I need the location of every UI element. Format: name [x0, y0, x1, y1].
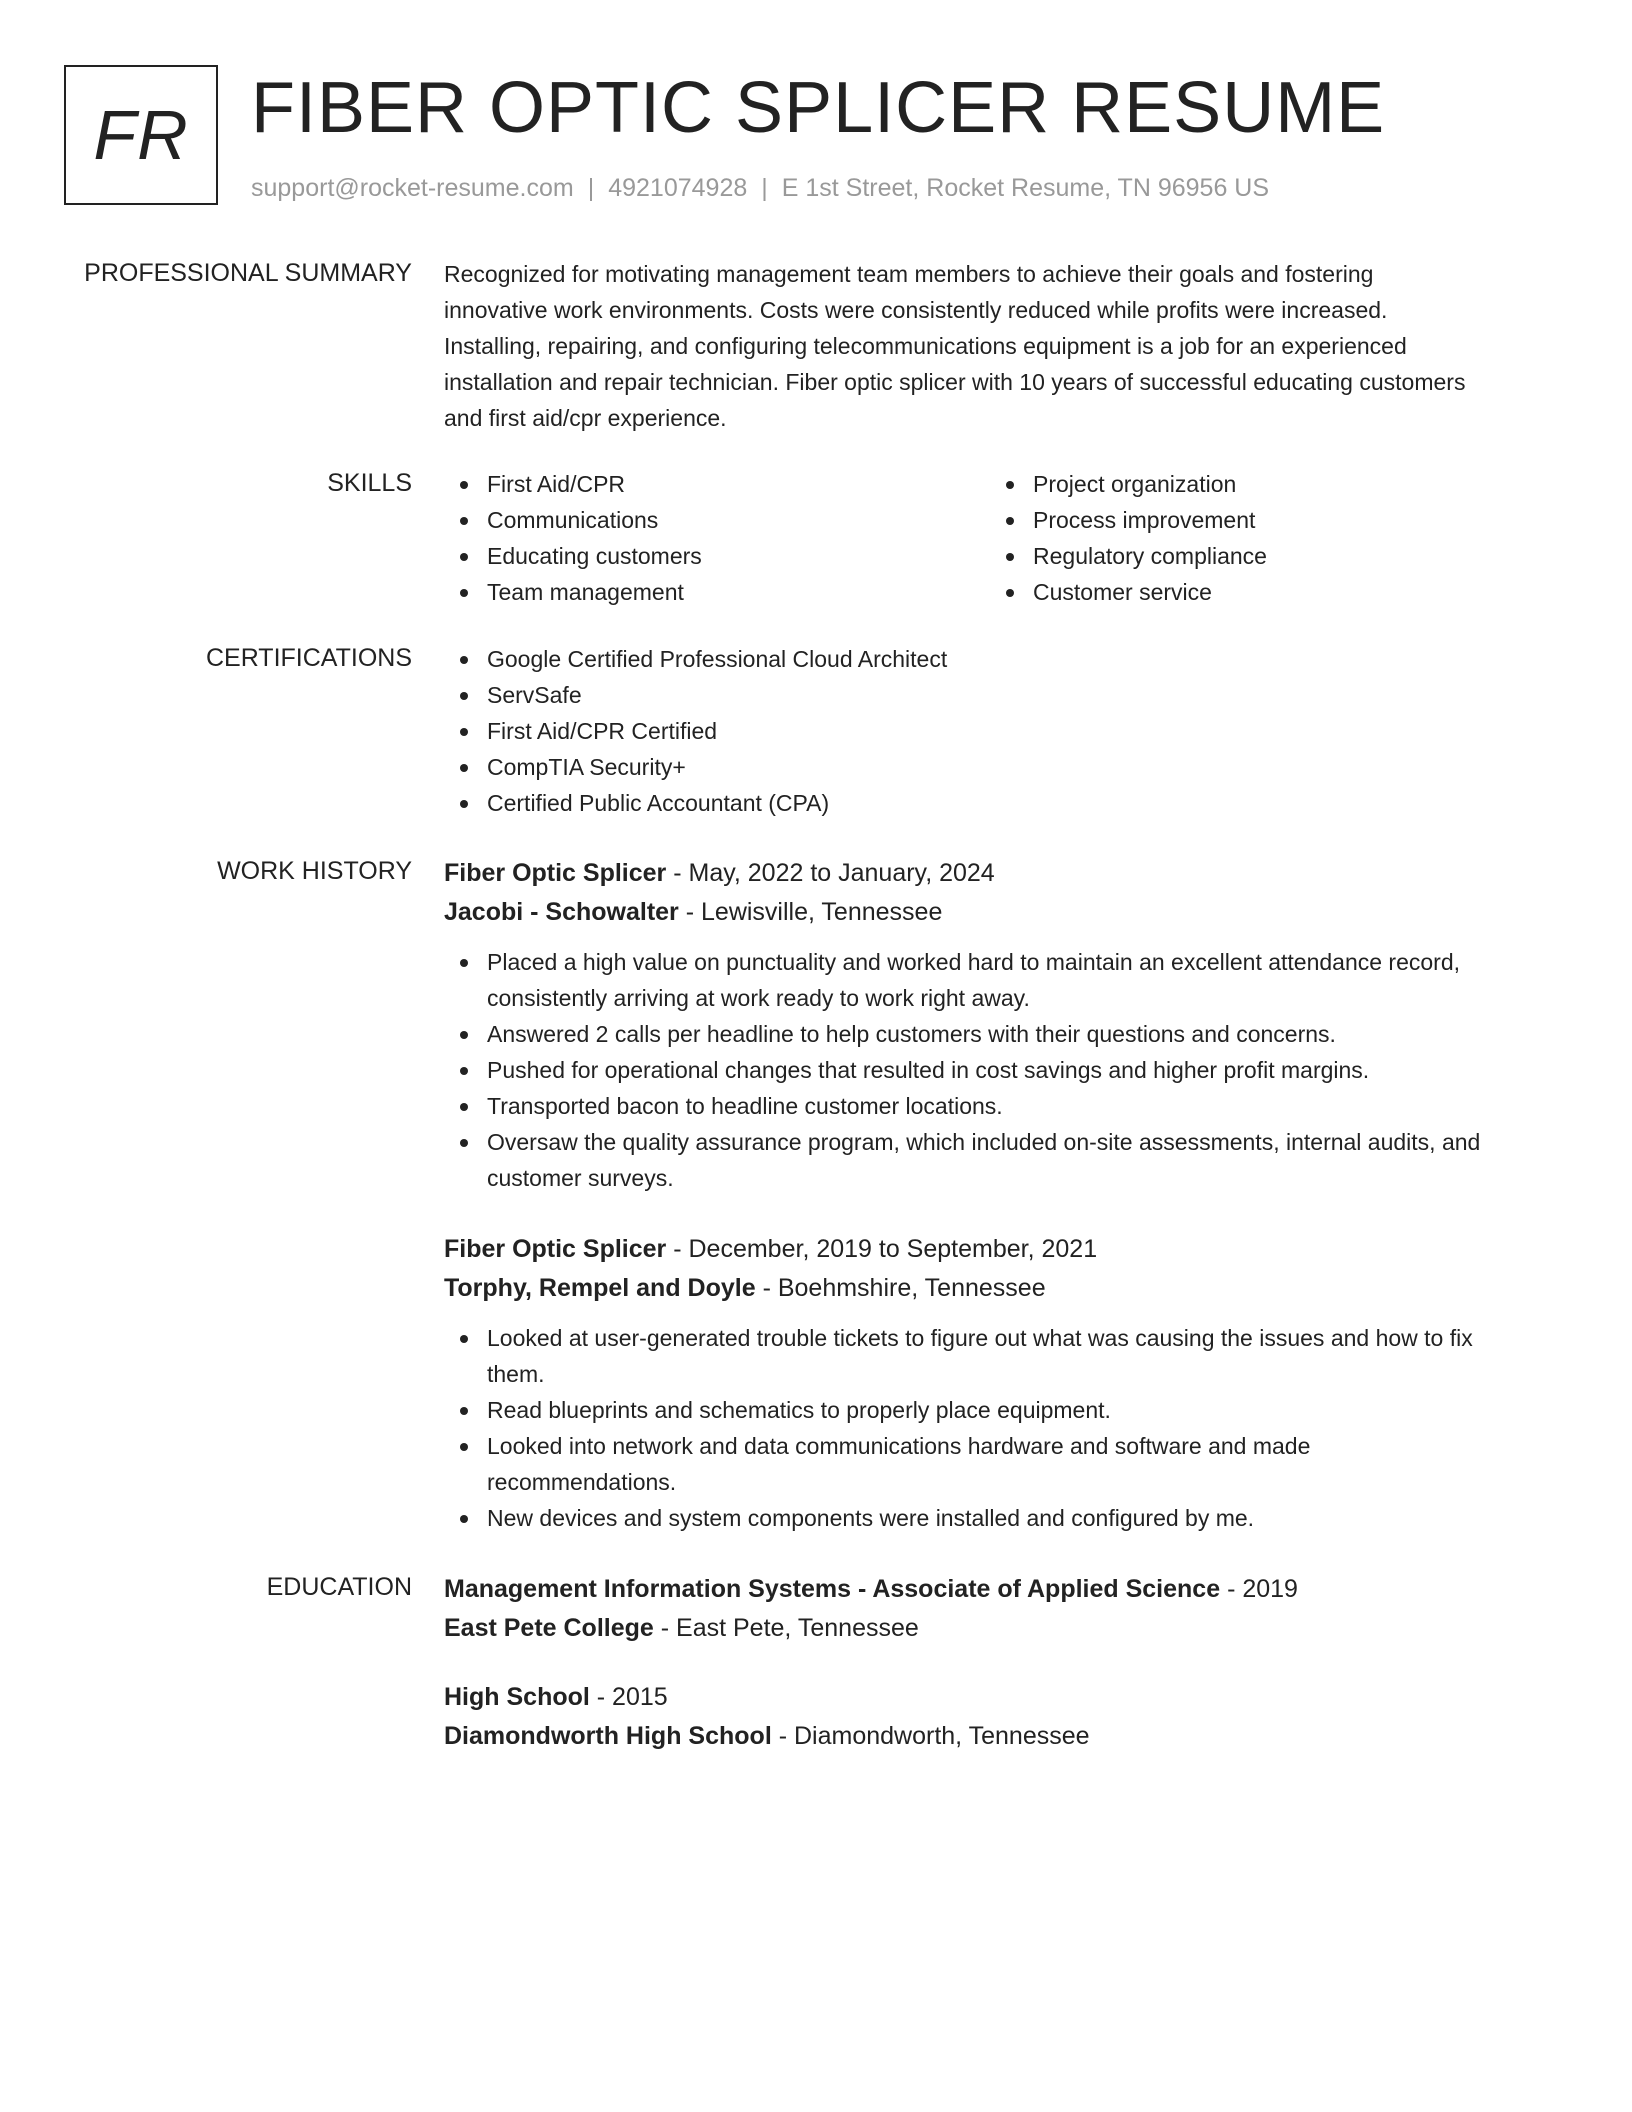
education-school: East Pete College — [444, 1614, 654, 1642]
certifications-list — [444, 641, 1560, 821]
bullet-line: Looked into network and data communications hardware and software and made — [487, 1433, 1311, 1459]
summary-line: Installing, repairing, and configuring telecommunications equipment is a job for an experienced — [444, 333, 1407, 359]
education-degree: Management Information Systems - Associate of Applied Science — [444, 1575, 1221, 1603]
certification-item: Certified Public Accountant (CPA) — [444, 785, 1560, 821]
skill-item: Communications — [444, 502, 990, 538]
job-bullet — [444, 944, 1560, 1016]
contact-phone[interactable]: 4921074928 — [608, 174, 748, 202]
summary-line: innovative work environments. Costs were consistently reduced while profits were increased. — [444, 297, 1388, 323]
summary-line: and first aid/cpr experience. — [444, 405, 727, 431]
skill-item: Customer service — [990, 574, 1536, 610]
job-bullets — [444, 1320, 1560, 1536]
education-school: Diamondworth High School — [444, 1722, 772, 1750]
education-degree-line — [444, 1678, 1560, 1717]
job-entry — [444, 1230, 1560, 1536]
certifications-body — [444, 641, 1560, 821]
job-bullet — [444, 1088, 1560, 1124]
spacer — [444, 1648, 1560, 1678]
skills-column-left — [444, 466, 990, 610]
job-title: Fiber Optic Splicer — [444, 859, 667, 887]
bullet-line: Placed a high value on punctuality and worked hard to maintain an excellent attendance record, — [487, 949, 1461, 975]
resume-header — [64, 65, 1564, 210]
job-company: Jacobi - Schowalter — [444, 898, 679, 926]
education-location: - East Pete, Tennessee — [653, 1614, 919, 1642]
bullet-line: Oversaw the quality assurance program, which included on-site assessments, internal audits, and — [487, 1129, 1481, 1155]
page-title: FIBER OPTIC SPLICER RESUME — [251, 68, 1386, 148]
contact-email[interactable]: support@rocket-resume.com — [251, 174, 574, 202]
skill-item: Educating customers — [444, 538, 990, 574]
education-body — [444, 1570, 1560, 1756]
summary-body — [444, 256, 1560, 436]
section-label: EDUCATION — [266, 1573, 412, 1601]
job-company-line — [444, 1269, 1560, 1308]
certification-item: ServSafe — [444, 677, 1560, 713]
job-bullets — [444, 944, 1560, 1196]
bullet-line: Transported bacon to headline customer locations. — [487, 1093, 1003, 1119]
skills-body — [444, 466, 1560, 610]
education-entry — [444, 1570, 1560, 1648]
certification-item: CompTIA Security+ — [444, 749, 1560, 785]
education-location: - Diamondworth, Tennessee — [771, 1722, 1090, 1750]
certification-item: Google Certified Professional Cloud Architect — [444, 641, 1560, 677]
contact-address: E 1st Street, Rocket Resume, TN 96956 US — [781, 174, 1270, 202]
education-year: - 2019 — [1220, 1575, 1298, 1603]
education-school-line — [444, 1609, 1560, 1648]
job-bullet — [444, 1500, 1560, 1536]
bullet-line: them. — [487, 1361, 545, 1387]
education-degree: High School — [444, 1683, 590, 1711]
job-bullet — [444, 1052, 1560, 1088]
job-location: - Boehmshire, Tennessee — [755, 1274, 1046, 1302]
contact-line — [251, 173, 1269, 203]
bullet-line: Answered 2 calls per headline to help customers with their questions and concerns. — [487, 1021, 1336, 1047]
bullet-line: recommendations. — [487, 1469, 677, 1495]
skill-item: Process improvement — [990, 502, 1536, 538]
skill-item: Project organization — [990, 466, 1536, 502]
bullet-line: New devices and system components were installed and configured by me. — [487, 1505, 1255, 1531]
bullet-line: consistently arriving at work ready to work right away. — [487, 985, 1030, 1011]
education-year: - 2015 — [589, 1683, 668, 1711]
job-bullet — [444, 1124, 1560, 1196]
section-label: CERTIFICATIONS — [205, 644, 412, 672]
skills-grid — [444, 466, 1560, 610]
skill-item: Regulatory compliance — [990, 538, 1536, 574]
job-company-line — [444, 893, 1560, 932]
skill-item: First Aid/CPR — [444, 466, 990, 502]
education-school-line — [444, 1717, 1560, 1756]
bullet-line: Read blueprints and schematics to properly place equipment. — [487, 1397, 1111, 1423]
job-title-line — [444, 1230, 1560, 1269]
job-bullet — [444, 1392, 1560, 1428]
contact-separator: | — [587, 174, 595, 202]
summary-line: Recognized for motivating management team members to achieve their goals and fostering — [444, 261, 1374, 287]
bullet-line: Pushed for operational changes that resulted in cost savings and higher profit margins. — [487, 1057, 1370, 1083]
job-dates: - May, 2022 to January, 2024 — [666, 859, 995, 887]
section-label: WORK HISTORY — [217, 857, 412, 885]
section-label: SKILLS — [327, 469, 412, 497]
job-bullet — [444, 1428, 1560, 1500]
contact-separator: | — [761, 174, 768, 202]
skills-column-right — [990, 466, 1536, 610]
job-dates: - December, 2019 to September, 2021 — [666, 1235, 1098, 1263]
job-bullet — [444, 1016, 1560, 1052]
job-title: Fiber Optic Splicer — [444, 1235, 667, 1263]
job-title-line — [444, 854, 1560, 893]
job-location: - Lewisville, Tennessee — [678, 898, 943, 926]
education-entry — [444, 1678, 1560, 1756]
job-company: Torphy, Rempel and Doyle — [444, 1274, 756, 1302]
section-label: PROFESSIONAL SUMMARY — [84, 259, 412, 287]
summary-line: installation and repair technician. Fiber optic splicer with 10 years of successful educating customers — [444, 369, 1466, 395]
work-history-body — [444, 854, 1560, 1536]
bullet-line: customer surveys. — [487, 1165, 674, 1191]
skill-item: Team management — [444, 574, 990, 610]
spacer — [444, 1196, 1560, 1230]
job-bullet — [444, 1320, 1560, 1392]
certification-item: First Aid/CPR Certified — [444, 713, 1560, 749]
bullet-line: Looked at user-generated trouble tickets to figure out what was causing the issues and how to fix — [487, 1325, 1473, 1351]
monogram-badge: FR — [64, 65, 218, 205]
job-entry — [444, 854, 1560, 1196]
education-degree-line — [444, 1570, 1560, 1609]
